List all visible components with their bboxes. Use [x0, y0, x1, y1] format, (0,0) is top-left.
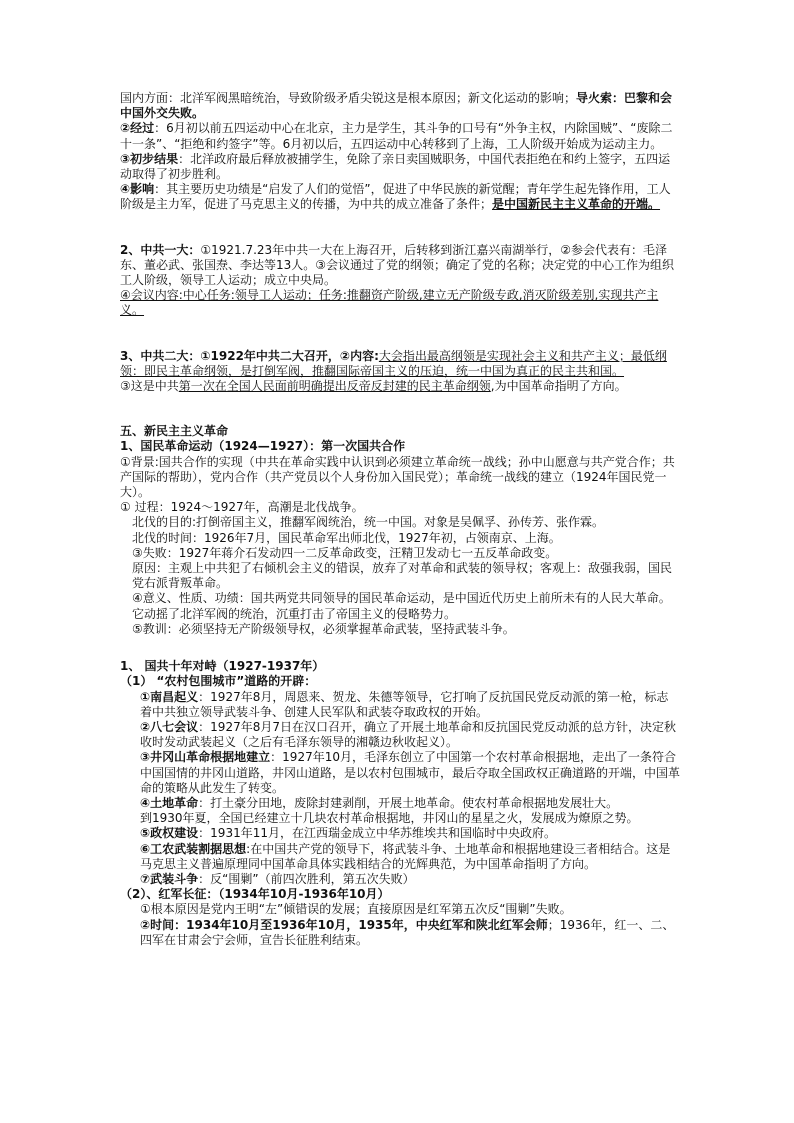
heading: 2、中共一大： [120, 242, 201, 257]
para-process-northern: ① 过程：1924～1927年，高潮是北伐战争。 [120, 500, 364, 515]
label: ④土地革命 [140, 795, 199, 810]
para-lesson: ⑤教训：必须坚持无产阶级领导权，必须掌握革命武装，坚持武装斗争。 [132, 621, 515, 636]
para-northern-time: 北伐的时间：1926年7月，国民革命军出师北伐，1927年初，占领南京、上海。 [132, 530, 561, 545]
text: ：其主要历史功绩是“启发了人们的觉悟”，促进了中华民族的新觉醒；青年学生起先锋作用，工人阶级是主力军，促进了马克思主义的传播，为中共的成立准备了条件； [120, 182, 671, 212]
text: 国内方面：北洋军阀黑暗统治，导致阶级矛盾尖锐这是根本原因；新文化运动的影响； [120, 91, 577, 105]
text: ：打土豪分田地，废除封建剥削，开展土地革命。使农村革命根据地发展壮大。 [198, 795, 619, 810]
text-bold: ②时间：1934年10月至1936年10月，1935年， [140, 917, 416, 932]
subsection-title: 1、 国共十年对峙（1927-1937年） [120, 659, 325, 674]
para-long-march-time [120, 918, 680, 948]
text: ：1927年8月，周恩来、贺龙、朱德等领导，它打响了反抗国民党反动派的第一枪，标志着中共独立领导武装斗争、创建人民军队和武装夺取政权的开始。 [140, 689, 669, 719]
para-august7 [120, 720, 680, 750]
text-bold: 中央红军和陕北红军会师 [415, 917, 548, 932]
para-domestic-causes [120, 91, 680, 121]
label: ①南昌起义 [140, 689, 199, 704]
para-long-march-cause: ①根本原因是党内王明“左”倾错误的发展；直接原因是红军第五次反“围剿”失败。 [140, 902, 572, 917]
document-page [120, 91, 680, 948]
text: ③这是中共 [120, 379, 179, 394]
label: ②八七会议 [140, 719, 199, 734]
label: ⑦武装斗争 [140, 871, 199, 886]
text: ：反“围剿”（前四次胜利，第五次失败） [198, 871, 415, 886]
text-bold-underlined: 是中国新民主主义革命的开端。 [492, 197, 661, 212]
text: ：1927年8月7日在汉口召开，确立了开展土地革命和反抗国民党反动派的总方针，决定秋收时发动武装起义（之后有毛泽东领导的湘赣边秋收起义）。 [140, 719, 676, 750]
para-first-congress [120, 243, 680, 289]
para-northern-purpose: 北伐的目的:打倒帝国主义，推翻军阀统治，统一中国。对象是吴佩孚、孙传芳、张作霖。 [132, 515, 605, 530]
para-background: ①背景:国共合作的实现（中共在革命实践中认识到必须建立革命统一战线；孙中山愿意与共产党合作；共产国际的帮助），党内合作（共产党员以个人身份加入国民党）；革命统一战线的建立（1924年国民党一大）。 [120, 454, 675, 500]
subsection-title: （1） “农村包围城市”道路的开辟： [120, 674, 317, 689]
subsection-title: 1、国民革命运动（1924—1927）：第一次国共合作 [120, 439, 406, 454]
para-land-revolution [120, 796, 680, 811]
text: ：1931年11月，在江西瑞金成立中华苏维埃共和国临时中央政府。 [198, 826, 556, 841]
para-reason: 原因：主观上中共犯了右倾机会主义的错误，放弃了对革命和武装的领导权；客观上：敌强我弱，国民党右派背叛革命。 [132, 561, 673, 591]
para-influence [120, 182, 680, 212]
para-second-congress [120, 349, 680, 379]
label: ④影响 [120, 182, 155, 197]
para-process [120, 121, 680, 151]
text: ：北洋政府最后释放被捕学生，免除了亲日卖国贼职务，中国代表拒绝在和约上签字，五四运动取得了初步胜利。 [120, 151, 671, 182]
para-second-congress-note [120, 379, 680, 394]
label: ③初步结果 [120, 151, 179, 166]
para-first-congress-content: ④会议内容:中心任务:领导工人运动；任务:推翻资产阶级,建立无产阶级专政,消灭阶级差别,实现共产主义。 [120, 288, 659, 318]
text-bold: 导火索：巴黎和会中国外交失败。 [120, 91, 673, 121]
subsection-title: （2）、红军长征：（1934年10月-1936年10月） [120, 887, 390, 902]
text-bold: ①1922年中共二大召开， [200, 348, 340, 363]
text: ：6月初以前五四运动中心在北京，主力是学生，其斗争的口号有“外争主权，内除国贼”、“废除二十一条”、“拒绝和约签字”等。6月初以后，五四运动中心转移到了上海，工人阶级开始成为运动主力。 [120, 121, 673, 151]
para-jinggangshan [120, 750, 680, 796]
text: :在中国共产党的领导下，将武装斗争、土地革命和根据地建设三者相结合。这是马克思主义普遍原理同中国革命具体实践相结合的光辉典范，为中国革命指明了方向。 [140, 841, 671, 871]
label: ②内容: [339, 348, 379, 363]
heading: 3、中共二大： [120, 348, 201, 363]
section-title: 五、新民主主义革命 [120, 424, 229, 439]
para-by-1930: 到1930年夏，全国已经建立十几块农村革命根据地，井冈山的星星之火，发展成为燎原之势。 [140, 811, 639, 826]
para-armed-separatism [120, 842, 680, 872]
label: ⑤政权建设 [140, 826, 199, 841]
para-nanchang [120, 690, 680, 720]
para-initial-result [120, 152, 680, 182]
text: ①1921.7.23年中共一大在上海召开，后转移到浙江嘉兴南湖举行，②参会代表有：毛泽东、董必武、张国焘、李达等13人。③会议通过了党的纲领；确定了党的名称；决定党的中心工作为组织工人阶级，领导工人运动；成立中央局。 [120, 242, 675, 288]
text-underlined: 大会指出最高纲领是实现社会主义和共产主义；最低纲领：即民主革命纲领，是打倒军阀，推翻国际帝国主义的压迫，统一中国为真正的民主共和国。 [120, 348, 667, 378]
para-regime [120, 826, 680, 841]
label: ③井冈山革命根据地建立 [140, 750, 271, 765]
para-armed-struggle [120, 872, 680, 887]
label: ②经过 [120, 121, 155, 136]
text: ；1936年，红一、二、四军在甘肃会宁会师，宣告长征胜利结束。 [140, 917, 675, 947]
para-failure: ③失败：1927年蒋介石发动四一二反革命政变，汪精卫发动七一五反革命政变。 [132, 545, 558, 560]
text: ：1927年10月，毛泽东创立了中国第一个农村革命根据地，走出了一条符合中国国情的井冈山道路，井冈山道路，是以农村包围城市，最后夺取全国政权正确道路的开端，中国革命的策略从此发生了转变。 [140, 750, 681, 795]
text: ,为中国革命指明了方向。 [490, 379, 627, 394]
label: ⑥工农武装割据思想 [140, 841, 247, 856]
para-significance: ④意义、性质、功绩：国共两党共同领导的国民革命运动，是中国近代历史上前所未有的人民大革命。它动摇了北洋军阀的统治，沉重打击了帝国主义的侵略势力。 [132, 591, 671, 621]
text-underlined: 第一次在全国人民面前明确提出反帝反封建的民主革命纲领 [178, 379, 491, 394]
